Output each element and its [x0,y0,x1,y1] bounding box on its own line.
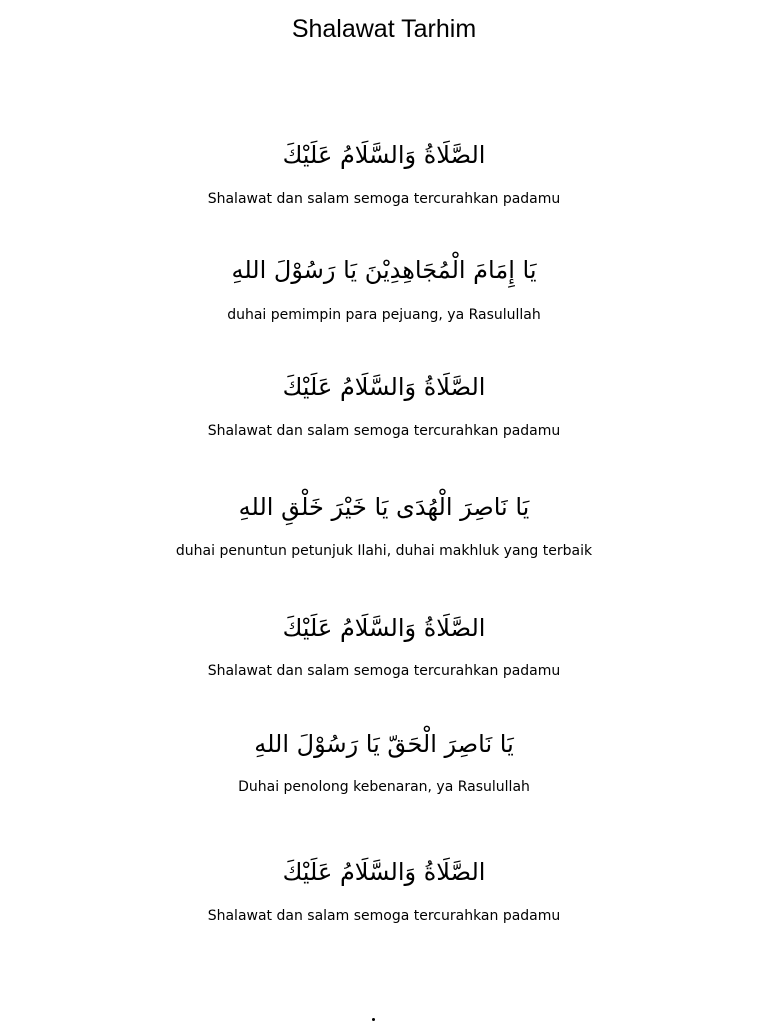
verse-arabic: الصَّلَاةُ وَالسَّلَامُ عَلَيْكَ [282,858,486,886]
verse-translation: Duhai penolong kebenaran, ya Rasulullah [238,779,530,795]
verse-arabic: الصَّلَاةُ وَالسَّلَامُ عَلَيْكَ [282,373,486,401]
page-title: Shalawat Tarhim [291,15,477,43]
page-mark [372,1018,375,1021]
verse-translation: duhai pemimpin para pejuang, ya Rasulullah [227,307,541,323]
verse-translation: Shalawat dan salam semoga tercurahkan padamu [207,663,561,679]
verse-arabic: يَا إِمَامَ الْمُجَاهِدِيْنَ يَا رَسُوْلَ اللهِ [231,256,537,284]
verse-arabic: يَا نَاصِرَ الْهُدَى يَا خَيْرَ خَلْقِ اللهِ [238,493,530,521]
verse-arabic: الصَّلَاةُ وَالسَّلَامُ عَلَيْكَ [282,614,486,642]
verse-arabic: الصَّلَاةُ وَالسَّلَامُ عَلَيْكَ [282,141,486,169]
verse-translation: Shalawat dan salam semoga tercurahkan padamu [207,908,561,924]
verse-arabic: يَا نَاصِرَ الْحَقّ يَا رَسُوْلَ اللهِ [254,730,514,758]
verse-translation: duhai penuntun petunjuk Ilahi, duhai makhluk yang terbaik [175,543,593,559]
verse-translation: Shalawat dan salam semoga tercurahkan padamu [207,191,561,207]
verse-translation: Shalawat dan salam semoga tercurahkan padamu [207,423,561,439]
